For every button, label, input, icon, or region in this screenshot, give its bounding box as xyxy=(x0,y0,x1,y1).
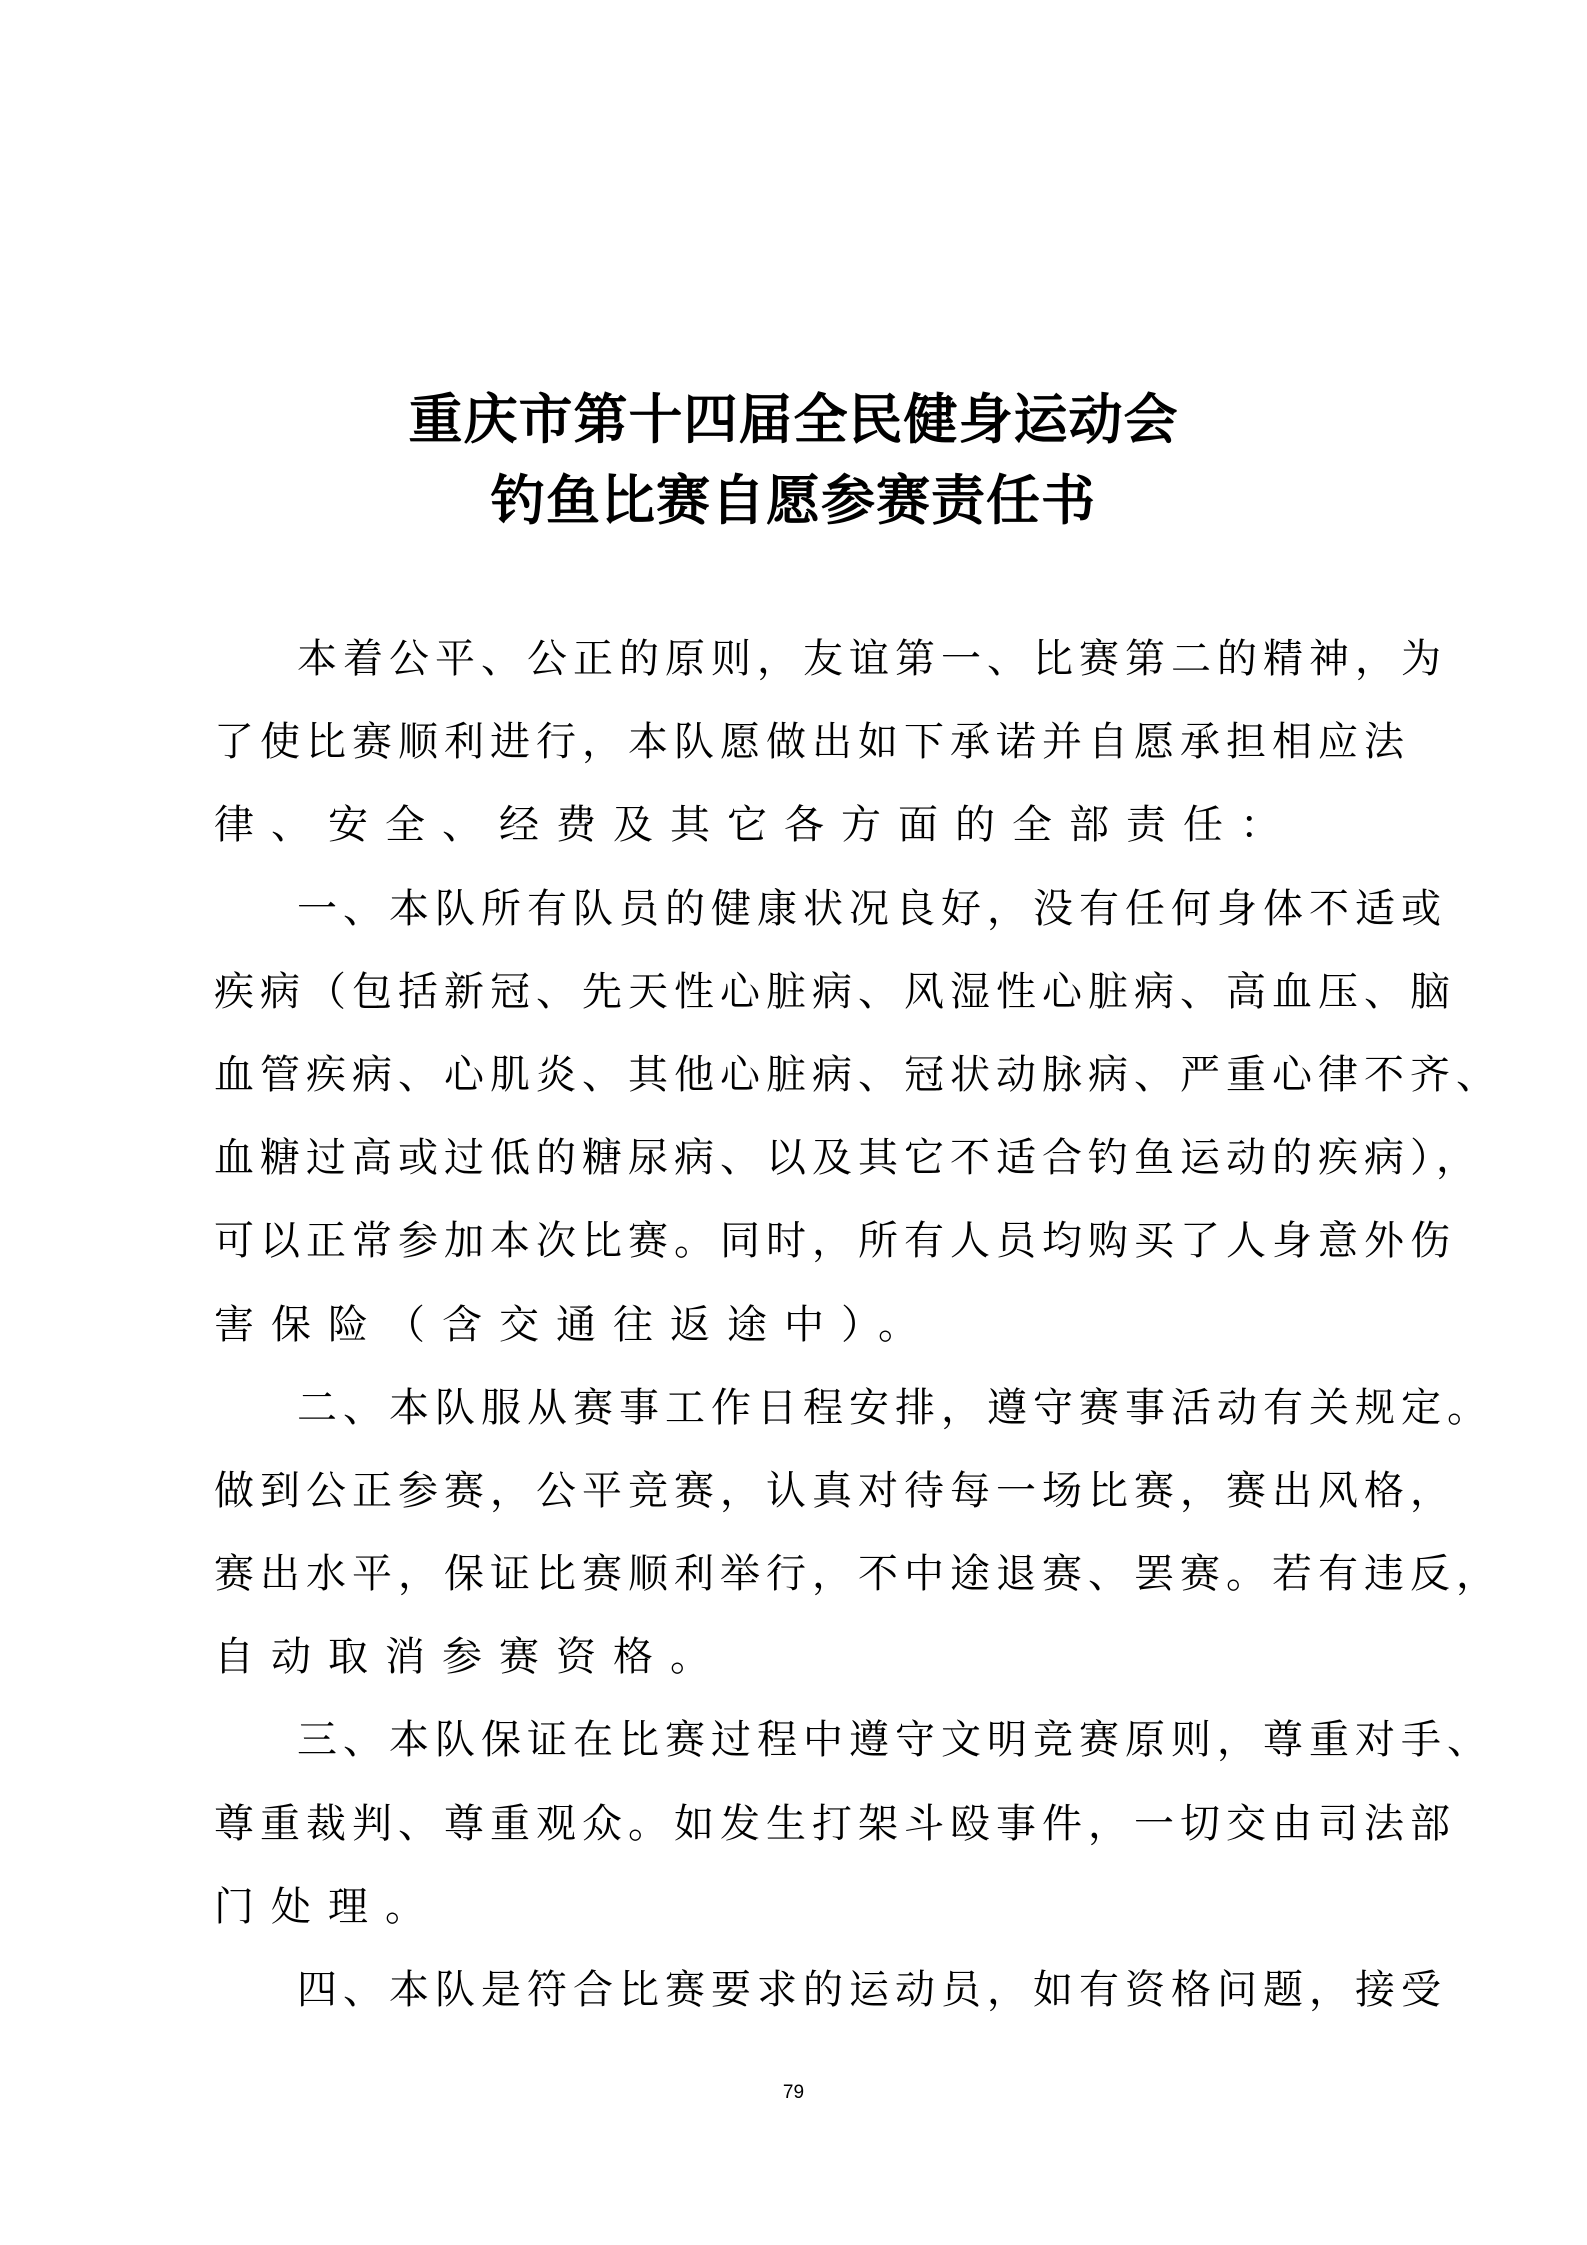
paragraph xyxy=(214,1949,1447,2032)
paragraph xyxy=(214,1699,1493,1949)
paragraph-line: 尊重裁判、尊重观众。如发生打架斗殴事件，一切交由司法部 xyxy=(214,1800,1456,1847)
paragraph-line: 做到公正参赛，公平竞赛，认真对待每一场比赛，赛出风格， xyxy=(214,1467,1456,1514)
paragraph-line: 血管疾病、心肌炎、其他心脏病、冠状动脉病、严重心律不齐、 xyxy=(214,1051,1502,1098)
paragraph-line: 门处理。 xyxy=(214,1883,442,1930)
paragraph-line: 赛出水平，保证比赛顺利举行，不中途退赛、罢赛。若有违反， xyxy=(214,1551,1502,1598)
paragraph-line: 了使比赛顺利进行，本队愿做出如下承诺并自愿承担相应法 xyxy=(214,719,1410,766)
paragraph-line: 二、本队服从赛事工作日程安排，遵守赛事活动有关规定。 xyxy=(297,1384,1493,1431)
paragraph xyxy=(214,1367,1502,1700)
page-number: 79 xyxy=(782,2082,805,2103)
document-body xyxy=(214,618,1502,2032)
paragraph-line: 本着公平、公正的原则，友谊第一、比赛第二的精神，为 xyxy=(297,636,1447,682)
document-title-line-2: 钓鱼比赛自愿参赛责任书 xyxy=(491,468,1096,532)
paragraph-line: 三、本队保证在比赛过程中遵守文明竞赛原则，尊重对手、 xyxy=(297,1717,1493,1764)
paragraph-line: 可以正常参加本次比赛。同时，所有人员均购买了人身意外伤 xyxy=(214,1218,1456,1265)
paragraph-line: 血糖过高或过低的糖尿病、以及其它不适合钓鱼运动的疾病）， xyxy=(214,1135,1482,1182)
document-title-line-1: 重庆市第十四届全民健身运动会 xyxy=(408,387,1179,451)
paragraph-line: 律、安全、经费及其它各方面的全部责任： xyxy=(214,802,1297,849)
paragraph-line: 疾病（包括新冠、先天性心脏病、风湿性心脏病、高血压、脑 xyxy=(214,968,1456,1015)
paragraph-line: 自动取消参赛资格。 xyxy=(214,1634,727,1681)
paragraph-line: 四、本队是符合比赛要求的运动员，如有资格问题，接受 xyxy=(297,1967,1447,2013)
paragraph xyxy=(214,868,1502,1367)
paragraph-line: 一、本队所有队员的健康状况良好，没有任何身体不适或 xyxy=(297,885,1447,932)
paragraph xyxy=(214,618,1447,868)
paragraph-line: 害保险（含交通往返途中）。 xyxy=(214,1301,935,1348)
